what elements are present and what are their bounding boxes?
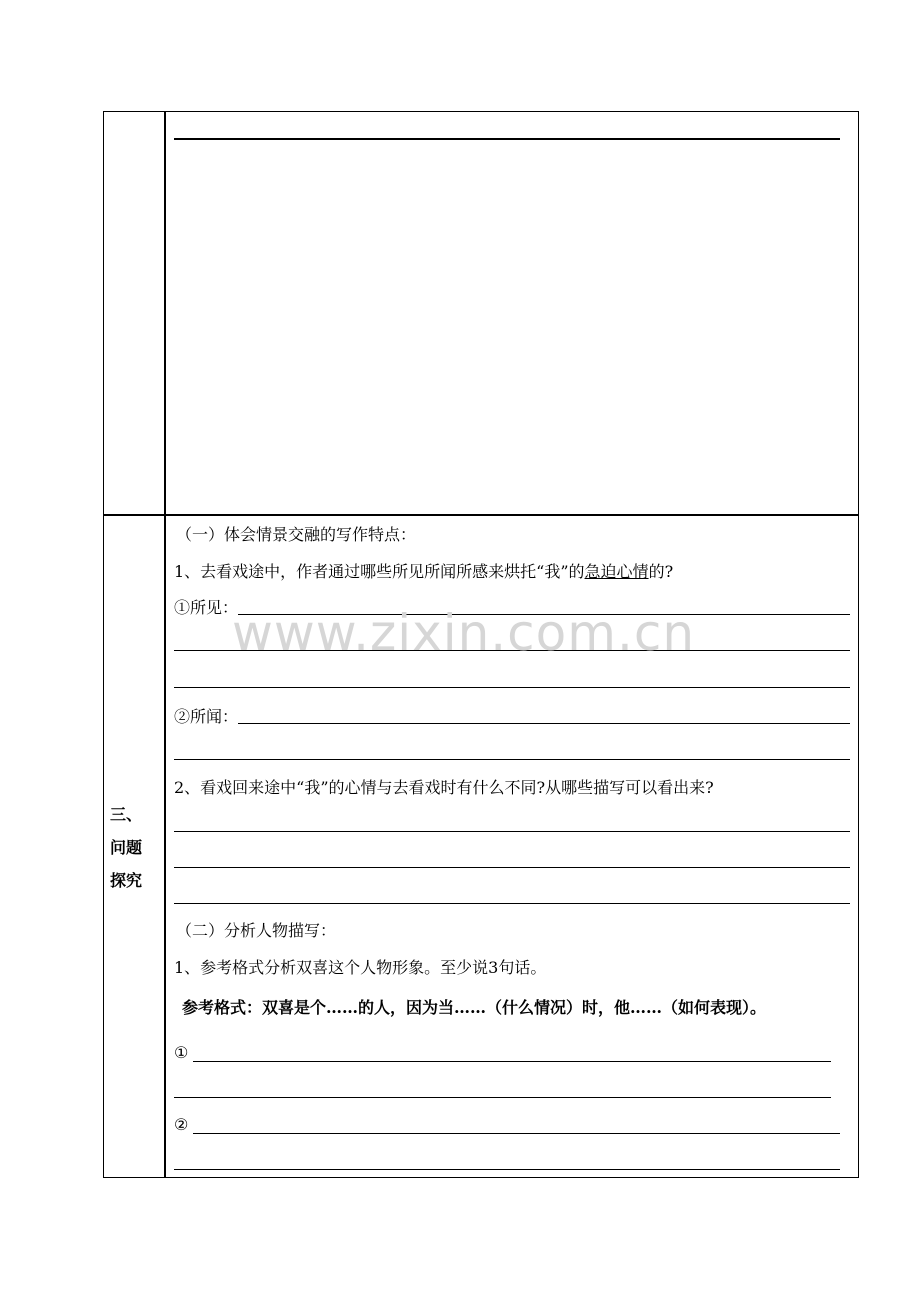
row-divider [104,514,858,516]
q1-text-post: 的? [648,562,674,581]
answer-line-q2-2[interactable] [174,867,850,868]
answer-line-item2-1[interactable] [193,1133,840,1134]
part1-question-1 [174,562,673,582]
answer-line-heard-2[interactable] [174,759,850,760]
section-title-line1: 问题 [110,838,143,857]
reference-format: 参考格式：双喜是个……的人，因为当……（什么情况）时，他……（如何表现）。 [182,998,767,1017]
section-title-line2: 探究 [110,871,143,890]
section-label [110,802,160,901]
watermark: www.zixin.com.cn [232,604,696,662]
part1-question-2: 2、看戏回来途中“我”的心情与去看戏时有什么不同?从哪些描写可以看出来? [174,778,714,797]
part1-heading: （一）体会情景交融的写作特点： [176,525,417,544]
q1-text-pre: 1、去看戏途中，作者通过哪些所见所闻所感来烘托“我”的 [174,562,585,581]
top-answer-rule [174,138,840,140]
part2-heading: （二）分析人物描写： [176,921,337,940]
answer-line-item1-2[interactable] [174,1097,831,1098]
part2-question-1: 1、参考格式分析双喜这个人物形象。至少说3句话。 [174,958,547,977]
answer-item-1-marker: ① [174,1043,189,1062]
column-divider [164,112,166,1177]
answer-item-2-marker: ② [174,1115,189,1134]
answer-line-item1-1[interactable] [193,1061,831,1062]
answer-line-seen-3[interactable] [174,687,850,688]
answer-line-q2-1[interactable] [174,831,850,832]
section-number: 三、 [110,805,143,824]
answer-line-q2-3[interactable] [174,903,850,904]
seen-label: ①所见： [174,598,239,617]
q1-underlined-text: 急迫心情 [584,562,649,581]
heard-label: ②所闻： [174,707,239,726]
answer-line-item2-2[interactable] [174,1169,840,1170]
answer-line-heard-1[interactable] [238,723,850,724]
